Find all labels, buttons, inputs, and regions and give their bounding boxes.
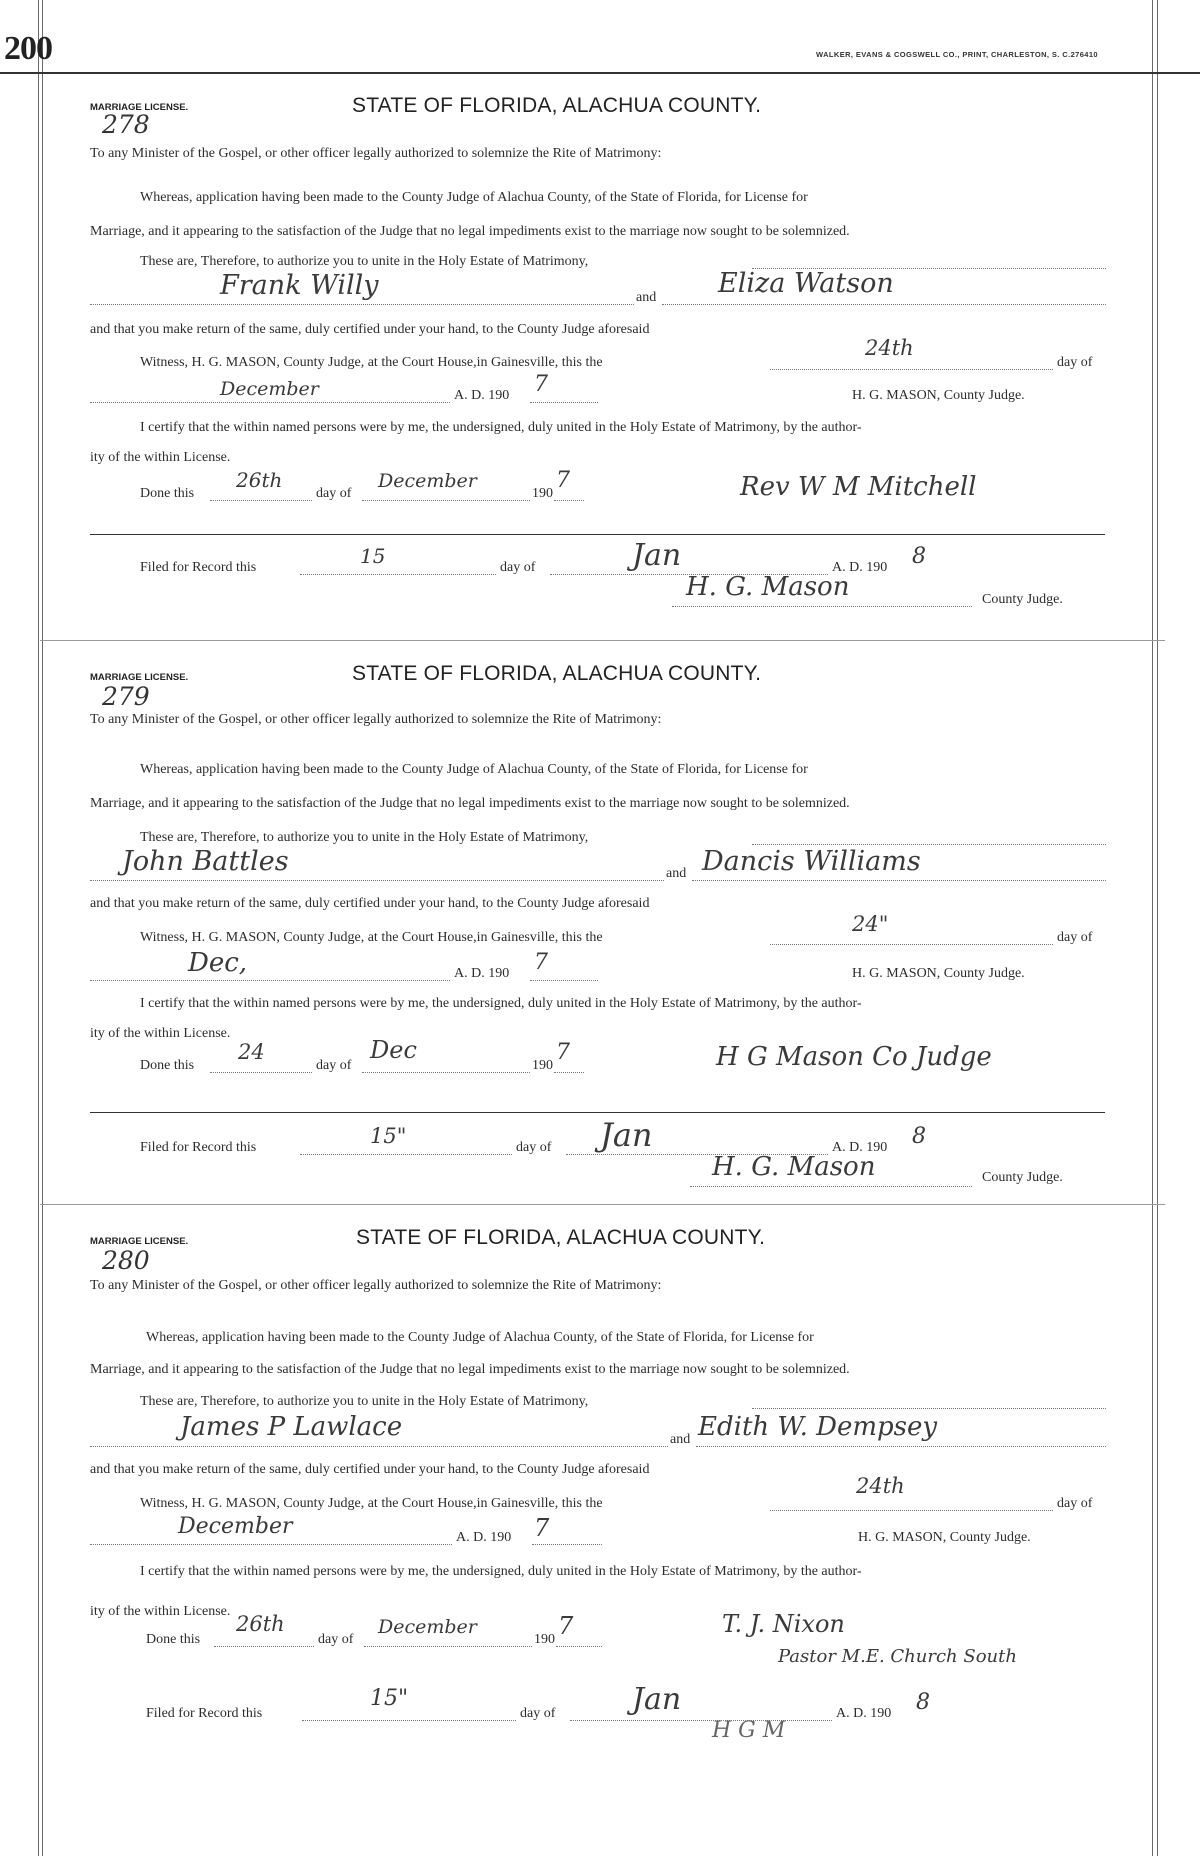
done-year: 7 — [556, 1040, 570, 1065]
judge-signature-print: H. G. MASON, County Judge. — [852, 388, 1025, 403]
witness-day: 24" — [852, 912, 889, 936]
year-prefix: 190 — [532, 1058, 553, 1073]
marriage-clause: Marriage, and it appearing to the satisfaction of the Judge that no legal impediments exist to the marriage now sought to be solemnized. — [90, 796, 850, 811]
authorize-line: These are, Therefore, to authorize you to unite in the Holy Estate of Matrimony, — [140, 830, 589, 845]
day-of-label: day of — [520, 1706, 556, 1721]
year-prefix: 190 — [534, 1632, 555, 1647]
witness-year-line — [530, 980, 598, 981]
judge-signature-print: H. G. MASON, County Judge. — [852, 966, 1025, 981]
day-of-label: day of — [500, 560, 536, 575]
license-number: 279 — [102, 682, 150, 711]
authorize-fill — [752, 1408, 1106, 1409]
printer-credit: WALKER, EVANS & COGSWELL CO., PRINT, CHARLESTON, S. C.276410 — [816, 50, 1098, 59]
address-line: To any Minister of the Gospel, or other officer legally authorized to solemnize the Rite of Matrimony: — [90, 1278, 662, 1293]
done-this-label: Done this — [140, 1058, 195, 1073]
marriage-clause: Marriage, and it appearing to the satisfaction of the Judge that no legal impediments exist to the marriage now sought to be solemnized. — [90, 1362, 850, 1377]
filed-month: Jan — [600, 1116, 653, 1154]
state-heading: STATE OF FLORIDA, ALACHUA COUNTY. — [352, 94, 762, 117]
witness-day-line — [770, 1510, 1053, 1511]
filed-label: Filed for Record this — [140, 560, 257, 575]
authorize-fill — [752, 844, 1106, 845]
witness-line: Witness, H. G. MASON, County Judge, at the Court House,in Gainesville, this the — [140, 930, 603, 945]
ad-label: A. D. 190 — [836, 1706, 892, 1721]
license-number: 278 — [102, 110, 150, 139]
address-line: To any Minister of the Gospel, or other officer legally authorized to solemnize the Rite of Matrimony: — [90, 712, 662, 727]
witness-day: 24th — [856, 1474, 905, 1498]
certify-line: I certify that the within named persons were by me, the undersigned, duly united in the Holy Estate of Matrimony, by the author- — [140, 1564, 862, 1579]
ad-label: A. D. 190 — [454, 966, 510, 981]
ad-label: A. D. 190 — [832, 1140, 888, 1155]
day-of-label: day of — [1057, 355, 1093, 370]
filed-month-line — [570, 1720, 832, 1721]
whereas-line: Whereas, application having been made to the County Judge of Alachua County, of the State of Florida, for License for — [140, 762, 808, 777]
done-year: 7 — [558, 1612, 574, 1640]
license-label: MARRIAGE LICENSE. — [90, 1236, 189, 1247]
filed-year: 8 — [912, 1124, 926, 1149]
witness-day-line — [770, 369, 1053, 370]
certify-line: I certify that the within named persons were by me, the undersigned, duly united in the Holy Estate of Matrimony, by the author- — [140, 996, 862, 1011]
certify-continued: ity of the within License. — [90, 450, 231, 465]
license-label: MARRIAGE LICENSE. — [90, 102, 189, 113]
certify-continued: ity of the within License. — [90, 1026, 231, 1041]
day-of-label: day of — [1057, 930, 1093, 945]
bride-name: Edith W. Dempsey — [698, 1412, 938, 1442]
bride-line — [696, 1446, 1106, 1447]
page-number: 200 — [4, 30, 52, 67]
groom-name: John Battles — [122, 846, 289, 877]
filed-separator — [90, 534, 1105, 535]
officiant-signature: T. J. Nixon — [722, 1610, 845, 1638]
and-word: and — [636, 290, 657, 305]
groom-line — [90, 880, 664, 881]
state-heading: STATE OF FLORIDA, ALACHUA COUNTY. — [352, 662, 762, 685]
witness-day-line — [770, 944, 1053, 945]
certify-continued: ity of the within License. — [90, 1604, 231, 1619]
certify-line: I certify that the within named persons were by me, the undersigned, duly united in the Holy Estate of Matrimony, by the author- — [140, 420, 862, 435]
done-this-label: Done this — [146, 1632, 201, 1647]
witness-year: 7 — [534, 950, 548, 975]
done-day: 24 — [238, 1040, 265, 1064]
witness-month: December — [178, 1514, 293, 1539]
bride-line — [692, 880, 1106, 881]
page-header-rule — [0, 72, 1200, 74]
filed-separator — [90, 1112, 1105, 1113]
filed-label: Filed for Record this — [146, 1706, 263, 1721]
officiant-signature: Rev W M Mitchell — [740, 472, 977, 502]
filed-month: Jan — [632, 538, 682, 573]
filed-year: 8 — [916, 1690, 930, 1715]
groom-name: Frank Willy — [220, 270, 379, 301]
license-label: MARRIAGE LICENSE. — [90, 672, 189, 683]
ledger-margin-left — [38, 0, 39, 1856]
done-day-line — [210, 500, 312, 501]
day-of-label: day of — [316, 486, 352, 501]
witness-month: December — [220, 378, 319, 400]
filed-day-line — [300, 574, 496, 575]
witness-month-line — [90, 1544, 452, 1545]
ledger-margin-right-inner — [1157, 0, 1158, 1856]
ledger-margin-right — [1152, 0, 1153, 1856]
groom-name: James P Lawlace — [180, 1412, 403, 1442]
witness-day: 24th — [865, 336, 914, 360]
done-month-line — [362, 500, 530, 501]
ad-label: A. D. 190 — [832, 560, 888, 575]
return-clause: and that you make return of the same, duly certified under your hand, to the County Judge aforesaid — [90, 896, 650, 911]
done-year-line — [554, 1072, 584, 1073]
groom-line — [90, 1446, 668, 1447]
state-heading: STATE OF FLORIDA, ALACHUA COUNTY. — [356, 1226, 766, 1249]
return-clause: and that you make return of the same, duly certified under your hand, to the County Judge aforesaid — [90, 322, 650, 337]
year-prefix: 190 — [532, 486, 553, 501]
ad-label: A. D. 190 — [456, 1530, 512, 1545]
done-day-line — [210, 1072, 312, 1073]
done-month: December — [378, 470, 477, 492]
done-month-line — [362, 1072, 530, 1073]
judge-signature-print: H. G. MASON, County Judge. — [858, 1530, 1031, 1545]
witness-month-line — [90, 980, 450, 981]
done-year-line — [556, 1646, 602, 1647]
filed-judge-signature: H G M — [712, 1718, 786, 1743]
filed-judge-signature: H. G. Mason — [686, 572, 850, 602]
section-rule-1 — [40, 640, 1165, 641]
ad-label: A. D. 190 — [454, 388, 510, 403]
and-word: and — [670, 1432, 691, 1447]
ledger-margin-left-inner — [42, 0, 43, 1856]
witness-year: 7 — [534, 372, 548, 397]
filed-label: Filed for Record this — [140, 1140, 257, 1155]
witness-line: Witness, H. G. MASON, County Judge, at the Court House,in Gainesville, this the — [140, 1496, 603, 1511]
whereas-line: Whereas, application having been made to the County Judge of Alachua County, of the State of Florida, for License for — [146, 1330, 814, 1345]
done-month-line — [364, 1646, 532, 1647]
witness-month: Dec, — [188, 948, 248, 978]
bride-name: Dancis Williams — [702, 846, 921, 877]
day-of-label: day of — [316, 1058, 352, 1073]
done-day-line — [214, 1646, 314, 1647]
filed-signature-line — [690, 1186, 972, 1187]
section-rule-2 — [40, 1204, 1165, 1205]
witness-year-line — [532, 1544, 602, 1545]
day-of-label: day of — [318, 1632, 354, 1647]
done-month: Dec — [370, 1036, 417, 1064]
done-year: 7 — [556, 468, 570, 493]
witness-year: 7 — [534, 1514, 550, 1542]
filed-judge-signature: H. G. Mason — [712, 1152, 876, 1182]
witness-year-line — [530, 402, 598, 403]
witness-line: Witness, H. G. MASON, County Judge, at the Court House,in Gainesville, this the — [140, 355, 603, 370]
county-judge-label: County Judge. — [982, 1170, 1063, 1185]
whereas-line: Whereas, application having been made to the County Judge of Alachua County, of the State of Florida, for License for — [140, 190, 808, 205]
officiant-title: Pastor M.E. Church South — [778, 1646, 1017, 1667]
county-judge-label: County Judge. — [982, 592, 1063, 607]
filed-signature-line — [672, 606, 972, 607]
authorize-line: These are, Therefore, to authorize you to unite in the Holy Estate of Matrimony, — [140, 1394, 589, 1409]
filed-day: 15" — [370, 1686, 409, 1711]
filed-day: 15" — [370, 1124, 407, 1148]
authorize-line: These are, Therefore, to authorize you to unite in the Holy Estate of Matrimony, — [140, 254, 589, 269]
filed-day: 15 — [360, 544, 386, 568]
done-this-label: Done this — [140, 486, 195, 501]
license-number: 280 — [102, 1246, 150, 1275]
and-word: and — [666, 866, 687, 881]
done-day: 26th — [236, 468, 283, 492]
filed-month: Jan — [632, 1682, 682, 1717]
officiant-signature: H G Mason Co Judge — [716, 1042, 992, 1072]
address-line: To any Minister of the Gospel, or other officer legally authorized to solemnize the Rite of Matrimony: — [90, 146, 662, 161]
filed-day-line — [300, 1154, 512, 1155]
done-month: December — [378, 1616, 477, 1638]
bride-line — [662, 304, 1106, 305]
filed-year: 8 — [912, 544, 926, 569]
filed-day-line — [302, 1720, 516, 1721]
witness-month-line — [90, 402, 450, 403]
groom-line — [90, 304, 634, 305]
marriage-clause: Marriage, and it appearing to the satisfaction of the Judge that no legal impediments exist to the marriage now sought to be solemnized. — [90, 224, 850, 239]
done-day: 26th — [236, 1612, 285, 1636]
return-clause: and that you make return of the same, duly certified under your hand, to the County Judge aforesaid — [90, 1462, 650, 1477]
day-of-label: day of — [516, 1140, 552, 1155]
bride-name: Eliza Watson — [718, 268, 894, 299]
day-of-label: day of — [1057, 1496, 1093, 1511]
done-year-line — [554, 500, 584, 501]
